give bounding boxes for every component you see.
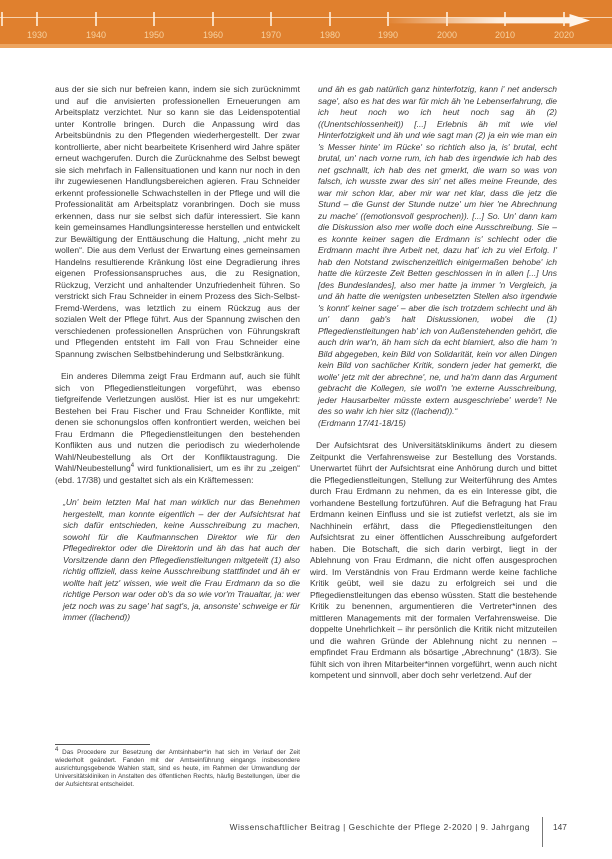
timeline-year-label: 1950 (143, 30, 165, 40)
footnote-text (55, 746, 301, 789)
interview-quote-continuation: und äh es gab natürlich ganz hinterfotzig, kann i' net andersch sage', also es hat des war für mich äh 'ne Lebenserfahrung, die ich heut noch wo ich heut noch sag äh (2) ((Unentschlossenheit)) [...] Erlebnis äh mit wie viel Hinterfotzigkeit und äh und wie sagt man (2) ja ein wie man ein 's Messer hinte' im Rücke' so richtich also ja, is' brutal, echt brutal, un' nach vorne rum, ich hab des irgendwie ich hab des net gschnallt, ich hab des net gmerkt, die warn so was von falsch, ich wusste zwar des sin' net alles meine Freunde, des war mir schon klar, aber mir war net klar, dass die jetz die Stund – die Gunst der Stunde nutze' um hier 'ne Abrechnung zu mache' ((emotionsvoll gesprochen)). [...] So. Un' dann kam die Diskussion also mer wolle doch eine Ausschreibung. Sie – es konnte keiner sagen die Erdmann is' schlecht oder die Erdmann macht ihre Arbeit net, dazu hat' ich zu viel Erfolg. I' hab den Notstand zwischenzeitlich einigermaßen behobe' ich hatte die kürzeste Zeit Betten geschlossen in in allen [...] Uns [des Bundeslandes], also mer hatte ja immer 'n Vergleich, ja und äh hatte die wenigsten unbesetzten Stellen also irgendwie 's konnt' keiner sage' – aber die isch trotzdem schlecht und äh un' dann gab's halt Diskussionen, wobei die (1) Pflegedienstleitungen hab' ich von Außenstehenden gehört, die auch drin war'n, äh ham sich da echt blamiert, also die ham 'n Bild abgegeben, kein Bild von Solidarität, kein vor allen Dingen kein Bild von sachlicher Kritik, sondern jeder hat gemerkt, die wolle' jetz mit der abrechne', ne, und ha'm dann das Argument gebracht die Kollegen, sie woll'n 'ne externe Ausschreibung, jeder Hausarbeiter müsste extern ausgeschriebe' werde'! Ne des so wahr ich hier sitz ((lachend)).“ (318, 84, 557, 416)
footnote-ref: 4 (55, 746, 59, 753)
left-column (55, 84, 300, 624)
timeline-tick (153, 12, 155, 26)
footnote-body: Das Procedere zur Besetzung der Amtsinhaber*in hat sich im Verlauf der Zeit wiederholt geändert. Fanden mit der Amtseinführung eingangs insbesondere ausrichtungsgebende Wahlen statt, sind es heute, im Rahmen der Umwandlung der Universitätskliniken in Anstalten des öffentlichen Rechts, häufig Bestellungen, über die der Aufsichtsrat entscheidet. (55, 749, 301, 789)
timeline-tick (1, 12, 3, 26)
paragraph: Der Aufsichtsrat des Universitätsklinikums ändert zu diesem Zeitpunkt die Verfahrensweise zur Bestellung des Vorstands. Unerwartet führt der Aufsichtsrat eine Anhörung durch und bittet die Pflegedienstleitungen, Stellung zur Weiterführung des Amtes durch Frau Erdmann zu nehmen, da es ein Interesse gibt, die vorhandene Bestellung fortzuführen. Auf die Befragung hat Frau Erdmann keinen Einfluss und sie ist zutiefst verletzt, als sie im Nachhinein erfährt, dass die Pflegedienstleitungen den Aufsichtsrat zu einer öffentlichen Ausschreibung aufgefordert haben. Die Botschaft, die sich darin verbirgt, liegt in der Ablehnung von Frau Erdmann, die nicht offen ausgesprochen wird. Im Verständnis von Frau Erdmann werde keine fachliche Kritik geübt, weil sie dazu zu erfolgreich sei und die Pflegedienstleitungen das ebenso wüssten. Statt die bestehende Kritik zu benennen, argumentieren die Vertreter*innen des mittleren Managements mit der formalen Verfahrensweise. Die doppelte Unehrlichkeit – ihr persönlich die Kritik nicht mitzuteilen und die wahren Gründe der Ablehnung nicht zu nennen – empfindet Frau Erdmann als bösartige „Abrechnung“ (18/3). Sie fühlt sich von ihren Mitarbeiter*innen vorgeführt, wenn auch nicht kompetent und sinnvoll, aber doch sehr verletzend. Auf der (310, 440, 557, 680)
page-number: 147 (553, 822, 567, 832)
timeline-year-label: 2000 (436, 30, 458, 40)
timeline-tick (387, 12, 389, 26)
footnote-ref: 4 (130, 463, 135, 470)
footnote-divider (55, 744, 150, 745)
footnote (55, 744, 300, 789)
paragraph: aus der sie sich nur befreien kann, indem sie sich zurücknimmt und auf die anvisierten professionellen Erneuerungen am Arbeitsplatz verzichtet. Nur so kann sie das Leidenspotential unter Kontrolle bringen. Durch die Anpassung wird das Arbeitsbündnis zu den Pflegenden wiederhergestellt. Der zwar kontrollierte, aber nicht bearbeitete Krisenherd wird Jahre später erneut wachgerufen. Durch die Zurücknahme des Selbst bewegt sie sich mehrfach in Fallensituationen und kann nur noch in den ihr zugewiesenen Handlungsbereichen agieren. Frau Schneider erkennt professionelle Schwachstellen in der Pflege und will die Professionalität am Arbeitsplatz voranbringen. Doch sie muss erkennen, dass nur sie selbst sich dafür interessiert. Sie kann kein gemeinsames Handlungsinteresse herstellen und entwickelt zur Bewältigung der Enttäuschung die Haltung, „nicht mehr zu wollen“. Die aus dem Verlust der Erwartung eines gemeinsamen Handelns resultierende Kränkung löst eine Degradierung ihres eigenen Professionsanspruches aus, die zu Resignation, Rückzug, Verzicht und anhaltender Unzufriedenheit führen. So verstrickt sich Frau Schneider in einem Prozess des Sich-Selbst-Fremd-Werdens, was letztlich zu einem Rückzug aus der sozialen Welt der Pflege führt. Aus der Spannung zwischen den verschiedenen professionellen Ansprüchen von Führungskraft und Pflegenden entsteht im Fall von Frau Schneider eine Spannung zwischen Selbstbehinderung und Selbstkränkung. (55, 84, 300, 359)
timeline-year-label: 1930 (26, 30, 48, 40)
timeline-tick (563, 12, 565, 26)
timeline-year-label: 1990 (377, 30, 399, 40)
paragraph-text: wird funktionalisiert, um es ihr zu „zeigen“ (ebd. 17/38) und gestaltet sich als ein Kräftemessen: (55, 463, 300, 485)
timeline-tick (36, 12, 38, 26)
footer-divider (542, 817, 543, 847)
timeline-tick (504, 12, 506, 26)
timeline-tick (329, 12, 331, 26)
timeline-arrow-icon (385, 14, 590, 27)
timeline-year-label: 1980 (319, 30, 341, 40)
right-column (310, 84, 557, 682)
timeline-year-label: 1960 (202, 30, 224, 40)
footer-journal-info: Wissenschaftlicher Beitrag | Geschichte der Pflege 2-2020 | 9. Jahrgang (229, 822, 530, 832)
header-accent-strip (0, 44, 612, 48)
paragraph-text: Ein anderes Dilemma zeigt Frau Erdmann auf, auch sie fühlt sich von Pflegedienstleitungen vorgeführt, was ebenso tiefgreifende Verletzungen auslöst. Hier ist es nur umgekehrt: Bestehen bei Frau Fischer und Frau Schneider Konflikte, mit denen sie schonungslos offen konfrontiert werden, weichen bei Frau Erdmann die Pflegedienstleitungen den bestehenden Konflikten aus und nutzen die periodisch zu wiederholende Wahl/Neubestellung als Ort der Konfliktaustragung. Die Wahl/Neubestellung (55, 371, 300, 473)
timeline-tick (270, 12, 272, 26)
timeline-year-label: 2010 (494, 30, 516, 40)
timeline-tick (95, 12, 97, 26)
paragraph (55, 371, 300, 486)
timeline-tick (446, 12, 448, 26)
quote-source: (Erdmann 17/41-18/15) (318, 417, 406, 428)
page-header-timeline (0, 0, 612, 44)
timeline-year-label: 1940 (85, 30, 107, 40)
timeline-tick (212, 12, 214, 26)
timeline-year-label: 1970 (260, 30, 282, 40)
interview-quote: „Un' beim letzten Mal hat man wirklich nur das Benehmen hergestellt, man konnte eigentlich – der der Aufsichtsrat hat sich dafür entschieden, keine Ausschreibung zu machen, sowohl für die Kaufmannschen Direktor wie für den Pflegedirektor oder die Direktorin und äh das hat auch der Vorsitzende dann den Pflegedienstleitungen mitgeteilt (1) also richtig offiziell, dass keine Ausschreibung stattfindet und äh er wollte halt jetz' wissen, wie weit die Frau Erdmann da so die richtige Person war oder ob's da so wie vor'm Traualtar, ja: wer jetz noch was zu sage' hat sagt's, ja, ansonste' schweige er für immer ((lachend)) (63, 497, 300, 622)
timeline-year-label: 2020 (553, 30, 575, 40)
